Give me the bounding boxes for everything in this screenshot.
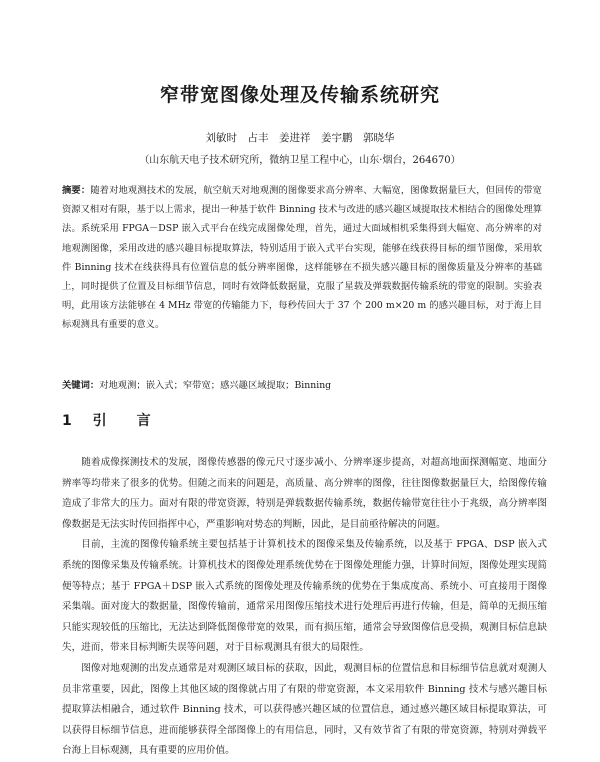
affiliation: （山东航天电子技术研究所，微纳卫星工程中心，山东·烟台，264670） bbox=[139, 155, 461, 166]
author-list: 刘敏时 占丰 姜进祥 姜宇鹏 郭晓华 bbox=[205, 132, 395, 144]
paper-title: 窄带宽图像处理及传输系统研究 bbox=[159, 84, 440, 106]
section-number: 1 bbox=[62, 413, 80, 429]
section-heading bbox=[62, 410, 159, 430]
abstract-text: 随着对地观测技术的发展，航空航天对地观测的图像要求高分辨率、大幅宽，图像数据量巨大，但回传的带宽资源又相对有限，基于以上需求，提出一种基于软件 Binning 技术与改进的感兴趣区域提取技术相结合的图像处理算法。系统采用 FPGA－DSP 嵌入式平台在线完成图像处理，首先，通过大面域相机采集得到大幅宽、高分辨率的对地观测图像，采用改进的感兴趣目标提取算法，特别适用于嵌入式平台实现，能够在线获得目标的细节图像，采用软件 Binning 技术在线获得具有位置信息的低分辨率图像，这样能够在不损失感兴趣目标的图像质量及分辨率的基础上，同时提供了位置及目标细节信息，同时有效降低数据量，克服了星载及弹载数据传输系统的带宽的限制。实验表明，此用该方法能够在 4 MHz 带宽的传输能力下，每秒传回大于 37 个 200 m×20 m 的感兴趣目标，对于海上目标观测具有重要的意义。 bbox=[62, 185, 542, 331]
abstract-label: 摘要： bbox=[62, 185, 91, 196]
keywords-text: 对地观测；嵌入式；窄带宽；感兴趣区域提取；Binning bbox=[99, 380, 332, 391]
keywords bbox=[62, 377, 542, 395]
paragraph: 图像对地观测的出发点通常是对观测区域目标的获取，因此，观测目标的位置信息和目标细节信息就对观测人员非常重要，因此，图像上其他区域的图像就占用了有限的带宽资源，本文采用软件 Binning 技术与感兴趣目标提取算法相融合，通过软件 Binning 技术，可以获得感兴趣区域的位置信息，通过感兴趣区域目标提取算法，可以获得目标细节信息，进而能够获得全部图像上的有用信息，同时，又有效节省了有限的带宽资源，特别对弹载平台海上目标观测，具有重要的应用价值。 bbox=[62, 662, 547, 757]
body-text bbox=[62, 453, 547, 762]
paragraph: 目前，主流的图像传输系统主要包括基于计算机技术的图像采集及传输系统，以及基于 FPGA、DSP 嵌入式系统的图像采集及传输系统。计算机技术的图像处理系统优势在于图像处理能力强，计算时间短，图像处理实现简便等特点；基于 FPGA＋DSP 嵌入式系统的图像处理及传输系统的优势在于集成度高、系统小、可直接用于图像采集端。面对庞大的数据量，图像传输前，通常采用图像压缩技术进行处理后再进行传输，但是，简单的无损压缩只能实现较低的压缩比，无法达到降低图像带宽的效果，而有损压缩，通常会导致图像信息受损，观测目标信息缺失，进而，带来目标判断失误等问题，对于目标观测具有很大的局限性。 bbox=[62, 539, 547, 654]
paragraph: 随着成像探测技术的发展，图像传感器的像元尺寸逐步减小、分辨率逐步提高，对超高地面探测幅宽、地面分辨率等均带来了很多的优势。但随之而来的问题是，高质量、高分辨率的图像，往往图像数据量巨大，给图像传输造成了非常大的压力。面对有限的带宽资源，特别是弹载数据传输系统，数据传输带宽往往小于兆级，高分辨率图像数据是无法实时传回指挥中心，严重影响对势态的判断，因此，是目前亟待解决的问题。 bbox=[62, 457, 547, 530]
keywords-label: 关键词： bbox=[62, 380, 100, 391]
abstract bbox=[62, 181, 542, 335]
section-title: 引 言 bbox=[92, 413, 159, 429]
